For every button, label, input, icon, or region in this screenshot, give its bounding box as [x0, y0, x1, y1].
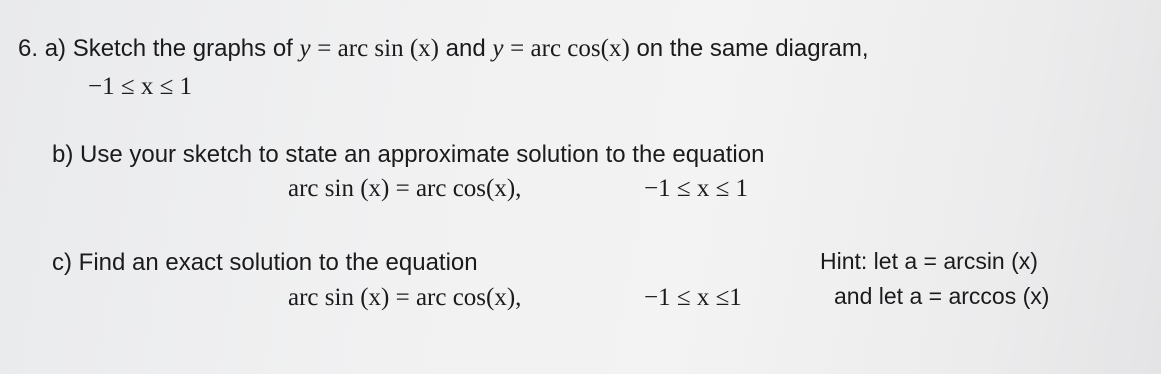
part-b-line — [52, 140, 764, 170]
hint-line-1: Hint: let a = arcsin (x) — [820, 248, 1038, 274]
equation-1-expression: = arc sin (x) — [317, 35, 439, 62]
part-c-text: Find an exact solution to the equation — [78, 249, 478, 276]
part-a-line — [18, 34, 869, 64]
part-c-label: c) — [52, 249, 72, 276]
part-b-domain: −1 ≤ x ≤ 1 — [644, 175, 749, 202]
part-c-line — [52, 248, 478, 278]
part-a-label: a) — [44, 35, 67, 62]
part-a-domain: −1 ≤ x ≤ 1 — [88, 73, 193, 100]
question-number: 6. — [18, 35, 39, 62]
equation-1-variable: y — [299, 35, 311, 62]
part-b-equation: arc sin (x) = arc cos(x), — [288, 175, 522, 202]
equation-2-variable: y — [492, 35, 504, 62]
part-a-text: Sketch the graphs of — [72, 35, 293, 62]
part-c-domain: −1 ≤ x ≤1 — [644, 284, 742, 311]
part-b-label: b) — [52, 141, 74, 168]
part-a-text-end: on the same diagram, — [636, 35, 869, 62]
hint-line-2: and let a = arccos (x) — [834, 283, 1050, 309]
equation-2-expression: = arc cos(x) — [510, 35, 630, 62]
part-c-equation: arc sin (x) = arc cos(x), — [288, 284, 522, 311]
part-b-text: Use your sketch to state an approximate solution to the equation — [80, 141, 765, 168]
conjunction-and: and — [445, 35, 486, 62]
